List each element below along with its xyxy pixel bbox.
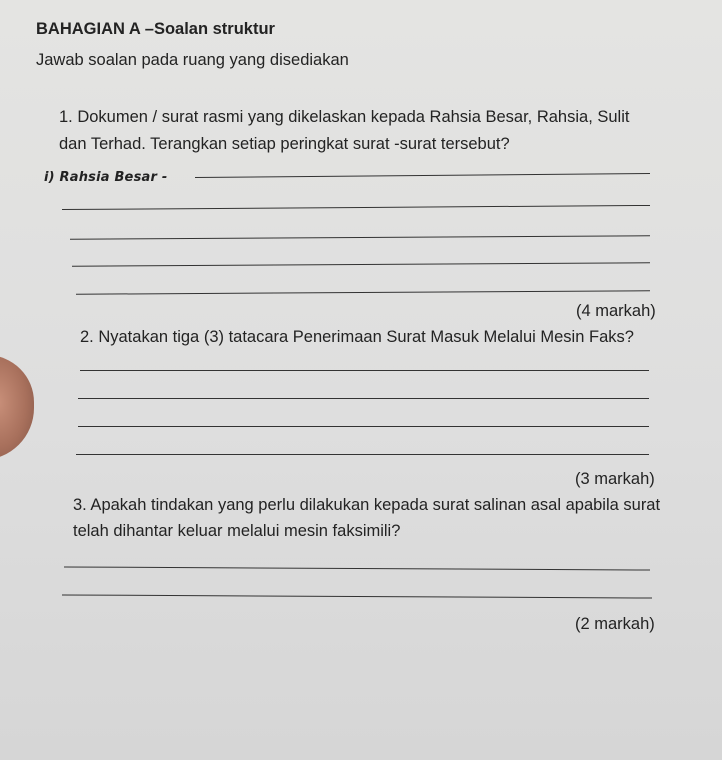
handwritten-answer: i) Rahsia Besar - [44,170,168,185]
question-3-line-1: 3. Apakah tindakan yang perlu dilakukan kepada surat salinan asal apabila surat [73,496,661,514]
answer-line [78,398,649,399]
question-1-line-1: 1. Dokumen / surat rasmi yang dikelaskan kepada Rahsia Besar, Rahsia, Sulit [59,108,630,126]
question-2-marks: (3 markah) [575,470,655,488]
question-1-marks: (4 markah) [576,302,656,320]
answer-line [72,262,650,267]
answer-line [64,566,650,570]
answer-line [70,235,650,240]
answer-line [62,205,650,210]
answer-line [62,594,652,598]
answer-line [195,173,650,178]
question-3-marks: (2 markah) [575,615,655,633]
question-1-line-2: dan Terhad. Terangkan setiap peringkat surat -surat tersebut? [59,135,510,153]
question-3-line-2: telah dihantar keluar melalui mesin faksimili? [73,522,401,540]
answer-line [80,370,649,371]
answer-line [76,290,650,295]
answer-line [78,426,649,427]
question-2-line-1: 2. Nyatakan tiga (3) tatacara Penerimaan Surat Masuk Melalui Mesin Faks? [80,328,634,346]
section-heading: BAHAGIAN A –Soalan struktur [36,20,275,38]
answer-line [76,454,649,455]
instruction-text: Jawab soalan pada ruang yang disediakan [36,51,349,69]
finger-in-photo [0,355,34,460]
